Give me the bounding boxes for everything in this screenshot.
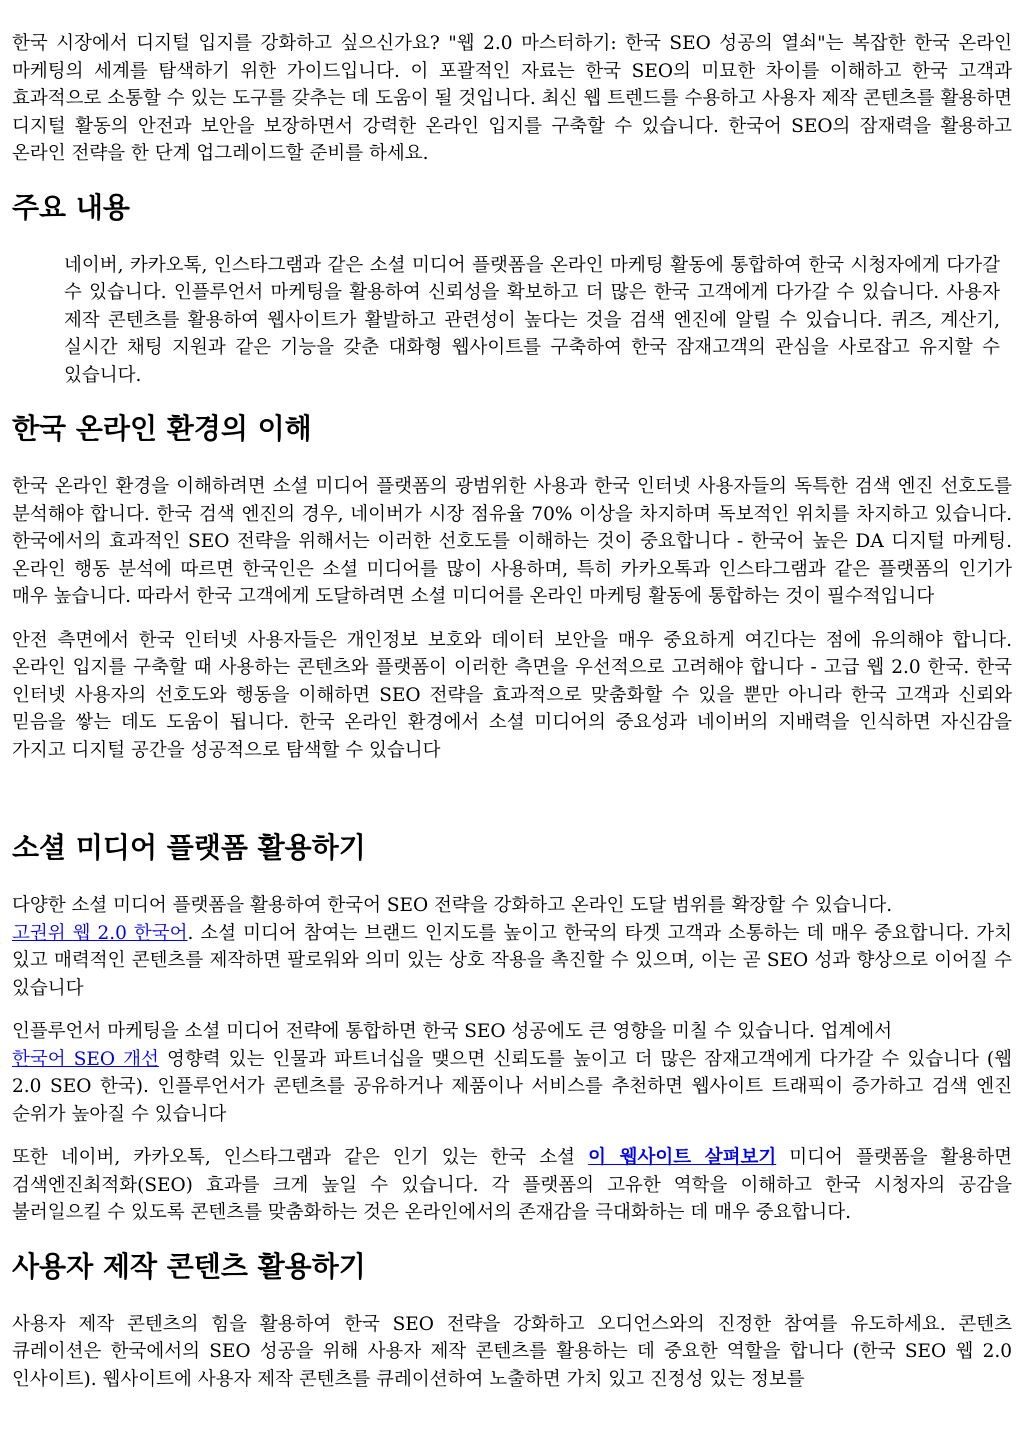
social-paragraph-1 (12, 892, 1012, 1002)
link-view-website[interactable]: 이 웹사이트 살펴보기 (588, 1147, 777, 1168)
social-paragraph-3 (12, 1144, 1012, 1227)
landscape-paragraph-1: 한국 온라인 환경을 이해하려면 소셜 미디어 플랫폼의 광범위한 사용과 한국 인터넷 사용자들의 독특한 검색 엔진 선호도를 분석해야 합니다. 한국 검색 엔진의 경우, 네이버가 시장 점유율 70% 이상을 차지하며 독보적인 위치를 차지하고 있습니다. 한국에서의 효과적인 SEO 전략을 위해서는 이러한 선호도를 이해하는 것이 중요합니다 - 한국어 높은 DA 디지털 마케팅. 온라인 행동 분석에 따르면 한국인은 소셜 미디어를 많이 사용하며, 특히 카카오톡과 인스타그램과 같은 플랫폼의 인기가 매우 높습니다. 따라서 한국 고객에게 도달하려면 소셜 미디어를 온라인 마케팅 활동에 통합하는 것이 필수적입니다 (12, 476, 1012, 607)
takeaways-blockquote (64, 252, 1000, 390)
heading-landscape: 한국 온라인 환경의 이해 (12, 412, 312, 445)
heading-key-takeaways: 주요 내용 (12, 190, 130, 224)
heading-social-media: 소셜 미디어 플랫폼 활용하기 (12, 831, 366, 864)
heading-ugc: 사용자 제작 콘텐츠 활용하기 (12, 1249, 366, 1283)
intro-paragraph: 한국 시장에서 디지털 입지를 강화하고 싶으신가요? "웹 2.0 마스터하기: 한국 SEO 성공의 열쇠"는 복잡한 한국 온라인 마케팅의 세계를 탐색하기 위한 가이드입니다. 이 포괄적인 자료는 한국 SEO의 미묘한 차이를 이해하고 한국 고객과 효과적으로 소통할 수 있는 도구를 갖추는 데 도움이 될 것입니다. 최신 웹 트렌드를 수용하고 사용자 제작 콘텐츠를 활용하면 디지털 활동의 안전과 보안을 보장하면서 강력한 온라인 입지를 구축할 수 있습니다. 한국어 SEO의 잠재력을 활용하고 온라인 전략을 한 단계 업그레이드할 준비를 하세요. (12, 33, 1012, 164)
social-p3-text-before: 또한 네이버, 카카오톡, 인스타그램과 같은 인기 있는 한국 소셜 (12, 1147, 589, 1168)
social-p1-text-after: . 소셜 미디어 참여는 브랜드 인지도를 높이고 한국의 타겟 고객과 소통하는 데 매우 중요합니다. 가치 있고 매력적인 콘텐츠를 제작하면 팔로워와 의미 있는 상호 작용을 촉진할 수 있으며, 이는 곧 SEO 성과 향상으로 이어질 수 있습니다 (12, 922, 1012, 999)
link-high-authority-web20[interactable]: 고권위 웹 2.0 한국어 (12, 922, 188, 944)
ugc-paragraph-1: 사용자 제작 콘텐츠의 힘을 활용하여 한국 SEO 전략을 강화하고 오디언스와의 진정한 참여를 유도하세요. 콘텐츠 큐레이션은 한국에서의 SEO 성공을 위해 사용자 제작 콘텐츠를 활용하는 데 중요한 역할을 합니다 (한국 SEO 웹 2.0 인사이트). 웹사이트에 사용자 제작 콘텐츠를 큐레이션하여 노출하면 가치 있고 진정성 있는 정보를 (12, 1313, 1012, 1390)
social-p2-text-before: 인플루언서 마케팅을 소셜 미디어 전략에 통합하면 한국 SEO 성공에도 큰 영향을 미칠 수 있습니다. 업계에서 (12, 1021, 893, 1042)
takeaways-text: 네이버, 카카오톡, 인스타그램과 같은 소셜 미디어 플랫폼을 온라인 마케팅 활동에 통합하여 한국 시청자에게 다가갈 수 있습니다. 인플루언서 마케팅을 활용하여 신뢰성을 확보하고 더 많은 한국 고객에게 다가갈 수 있습니다. 사용자 제작 콘텐츠를 활용하여 웹사이트가 활발하고 관련성이 높다는 것을 검색 엔진에 알릴 수 있습니다. 퀴즈, 계산기, 실시간 채팅 지원과 같은 기능을 갖춘 대화형 웹사이트를 구축하여 한국 잠재고객의 관심을 사로잡고 유지할 수 있습니다. (64, 254, 1000, 386)
social-p1-text-before: 다양한 소셜 미디어 플랫폼을 활용하여 한국어 SEO 전략을 강화하고 온라인 도달 범위를 확장할 수 있습니다. (12, 895, 893, 916)
section-spacer (12, 780, 1012, 808)
social-p2-text-after: 영향력 있는 인물과 파트너십을 맺으면 신뢰도를 높이고 더 많은 잠재고객에게 다가갈 수 있습니다 (웹 2.0 SEO 한국). 인플루언서가 콘텐츠를 공유하거나 제품이나 서비스를 추천하면 웹사이트 트래픽이 증가하고 검색 엔진 순위가 높아질 수 있습니다 (12, 1048, 1012, 1125)
link-korean-seo-improvement[interactable]: 한국어 SEO 개선 (12, 1048, 159, 1070)
landscape-paragraph-2: 안전 측면에서 한국 인터넷 사용자들은 개인정보 보호와 데이터 보안을 매우 중요하게 여긴다는 점에 유의해야 합니다. 온라인 입지를 구축할 때 사용하는 콘텐츠와 플랫폼이 이러한 측면을 우선적으로 고려해야 합니다 - 고급 웹 2.0 한국. 한국 인터넷 사용자의 선호도와 행동을 이해하면 SEO 전략을 효과적으로 맞춤화할 수 있을 뿐만 아니라 한국 고객과 신뢰와 믿음을 쌓는 데도 도움이 됩니다. 한국 온라인 환경에서 소셜 미디어의 중요성과 네이버의 지배력을 인식하면 자신감을 가지고 디지털 공간을 성공적으로 탐색할 수 있습니다 (12, 629, 1012, 761)
social-paragraph-2 (12, 1018, 1012, 1128)
social-p3-text-after: 미디어 플랫폼을 활용하면 검색엔진최적화(SEO) 효과를 크게 높일 수 있습니다. 각 플랫폼의 고유한 역학을 이해하고 한국 시청자의 공감을 불러일으킬 수 있도록 콘텐츠를 맞춤화하는 것은 온라인에서의 존재감을 극대화하는 데 매우 중요합니다. (12, 1147, 1012, 1223)
